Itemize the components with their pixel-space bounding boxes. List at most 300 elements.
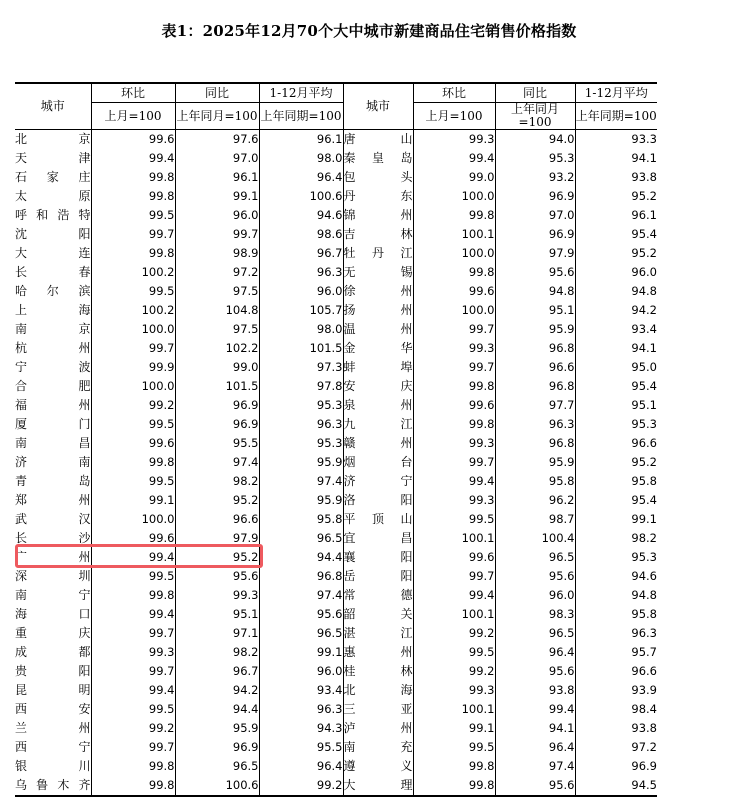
mom-value: 99.3 bbox=[91, 643, 175, 662]
yoy-value: 98.3 bbox=[495, 605, 575, 624]
mom-value: 100.0 bbox=[91, 377, 175, 396]
mom-value: 99.5 bbox=[91, 567, 175, 586]
avg-value: 95.9 bbox=[259, 453, 343, 472]
yoy-value: 100.4 bbox=[495, 529, 575, 548]
yoy-value: 96.8 bbox=[495, 377, 575, 396]
mom-value: 99.3 bbox=[413, 130, 495, 150]
yoy-value: 97.4 bbox=[175, 453, 259, 472]
city-name: 泸州 bbox=[343, 719, 413, 738]
city-name: 石家庄 bbox=[15, 170, 91, 184]
city-name: 济南 bbox=[15, 455, 91, 469]
mom-value: 99.6 bbox=[413, 282, 495, 301]
yoy-value: 95.1 bbox=[495, 301, 575, 320]
city-name: 重庆 bbox=[15, 626, 91, 640]
avg-value: 96.7 bbox=[259, 244, 343, 263]
yoy-value: 96.8 bbox=[495, 434, 575, 453]
yoy-value: 98.2 bbox=[175, 472, 259, 491]
avg-value: 99.1 bbox=[259, 643, 343, 662]
avg-value: 95.3 bbox=[259, 396, 343, 415]
table-row bbox=[15, 320, 657, 339]
city-name: 温州 bbox=[343, 320, 413, 339]
avg-value: 93.4 bbox=[575, 320, 657, 339]
mom-value: 99.1 bbox=[413, 719, 495, 738]
table-row bbox=[15, 339, 657, 358]
city-name: 海口 bbox=[15, 607, 91, 621]
yoy-value: 97.1 bbox=[175, 624, 259, 643]
yoy-value: 102.2 bbox=[175, 339, 259, 358]
mom-value: 99.8 bbox=[413, 206, 495, 225]
table-row bbox=[15, 738, 657, 757]
mom-value: 99.8 bbox=[91, 586, 175, 605]
mom-value: 99.8 bbox=[91, 244, 175, 263]
city-name: 牡丹江 bbox=[343, 244, 413, 263]
table-row bbox=[15, 225, 657, 244]
city-name: 哈尔滨 bbox=[15, 284, 91, 298]
mom-value: 100.1 bbox=[413, 225, 495, 244]
yoy-value: 97.4 bbox=[495, 757, 575, 776]
yoy-value: 96.8 bbox=[495, 339, 575, 358]
yoy-value: 96.1 bbox=[175, 168, 259, 187]
yoy-value: 96.3 bbox=[495, 415, 575, 434]
table-row bbox=[15, 263, 657, 282]
mom-value: 99.7 bbox=[91, 738, 175, 757]
table-row bbox=[15, 757, 657, 776]
mom-value: 99.1 bbox=[91, 491, 175, 510]
city-name: 遵义 bbox=[343, 757, 413, 776]
yoy-value: 96.9 bbox=[495, 225, 575, 244]
avg-value: 96.3 bbox=[575, 624, 657, 643]
yoy-value: 96.0 bbox=[495, 586, 575, 605]
city-name: 丹东 bbox=[343, 187, 413, 206]
city-name: 杭州 bbox=[15, 341, 91, 355]
city-name: 福州 bbox=[15, 398, 91, 412]
city-name: 锦州 bbox=[343, 206, 413, 225]
mom-value: 99.5 bbox=[91, 415, 175, 434]
yoy-value: 95.3 bbox=[495, 149, 575, 168]
avg-value: 95.4 bbox=[575, 377, 657, 396]
mom-value: 99.3 bbox=[413, 491, 495, 510]
avg-value: 96.5 bbox=[259, 529, 343, 548]
mom-value: 99.3 bbox=[413, 681, 495, 700]
city-name: 厦门 bbox=[15, 417, 91, 431]
avg-value: 99.2 bbox=[259, 776, 343, 796]
yoy-value: 99.7 bbox=[175, 225, 259, 244]
avg-value: 93.3 bbox=[575, 130, 657, 150]
city-name: 济宁 bbox=[343, 472, 413, 491]
yoy-value: 100.6 bbox=[175, 776, 259, 796]
avg-value: 95.3 bbox=[259, 434, 343, 453]
yoy-value: 94.4 bbox=[175, 700, 259, 719]
avg-value: 95.2 bbox=[575, 244, 657, 263]
mom-value: 99.8 bbox=[413, 757, 495, 776]
avg-value: 101.5 bbox=[259, 339, 343, 358]
table-row bbox=[15, 453, 657, 472]
city-name: 呼和浩特 bbox=[15, 208, 91, 222]
mom-value: 99.3 bbox=[413, 434, 495, 453]
table-row bbox=[15, 301, 657, 320]
table-row bbox=[15, 643, 657, 662]
city-name: 南昌 bbox=[15, 436, 91, 450]
yoy-value: 96.0 bbox=[175, 206, 259, 225]
avg-value: 97.3 bbox=[259, 358, 343, 377]
table-row bbox=[15, 567, 657, 586]
mom-value: 99.6 bbox=[91, 434, 175, 453]
yoy-value: 94.1 bbox=[495, 719, 575, 738]
avg-value: 96.1 bbox=[575, 206, 657, 225]
city-name: 成都 bbox=[15, 645, 91, 659]
avg-sub-left: 上年同期=100 bbox=[259, 103, 343, 130]
city-name: 银川 bbox=[15, 759, 91, 773]
table-row bbox=[15, 282, 657, 301]
mom-value: 100.2 bbox=[91, 263, 175, 282]
avg-value: 95.7 bbox=[575, 643, 657, 662]
table-row bbox=[15, 206, 657, 225]
mom-value: 99.4 bbox=[91, 605, 175, 624]
mom-value: 99.8 bbox=[413, 377, 495, 396]
yoy-value: 94.0 bbox=[495, 130, 575, 150]
mom-value: 99.2 bbox=[91, 719, 175, 738]
avg-value: 98.4 bbox=[575, 700, 657, 719]
mom-value: 99.4 bbox=[91, 548, 175, 567]
avg-value: 95.4 bbox=[575, 491, 657, 510]
mom-sub-left: 上月=100 bbox=[91, 103, 175, 130]
avg-value: 95.2 bbox=[575, 453, 657, 472]
yoy-header-right: 同比 bbox=[495, 83, 575, 103]
city-name: 北海 bbox=[343, 681, 413, 700]
mom-value: 99.4 bbox=[91, 681, 175, 700]
yoy-value: 95.5 bbox=[175, 434, 259, 453]
yoy-value: 95.6 bbox=[495, 662, 575, 681]
city-name: 烟台 bbox=[343, 453, 413, 472]
mom-value: 99.6 bbox=[91, 130, 175, 150]
mom-value: 100.0 bbox=[91, 510, 175, 529]
city-name: 深圳 bbox=[15, 569, 91, 583]
mom-value: 99.8 bbox=[91, 187, 175, 206]
mom-value: 99.5 bbox=[91, 282, 175, 301]
mom-value: 99.5 bbox=[413, 738, 495, 757]
table-row bbox=[15, 434, 657, 453]
avg-value: 95.9 bbox=[259, 491, 343, 510]
avg-value: 95.8 bbox=[575, 472, 657, 491]
yoy-value: 96.9 bbox=[175, 738, 259, 757]
avg-value: 96.0 bbox=[259, 662, 343, 681]
city-name: 大理 bbox=[343, 776, 413, 796]
mom-value: 100.0 bbox=[413, 187, 495, 206]
yoy-value: 96.9 bbox=[175, 415, 259, 434]
avg-value: 98.0 bbox=[259, 149, 343, 168]
mom-header-right: 环比 bbox=[413, 83, 495, 103]
avg-value: 96.3 bbox=[259, 700, 343, 719]
yoy-value: 97.2 bbox=[175, 263, 259, 282]
mom-value: 99.4 bbox=[413, 586, 495, 605]
yoy-sub-left: 上年同月=100 bbox=[175, 103, 259, 130]
city-name: 常德 bbox=[343, 586, 413, 605]
yoy-value: 99.4 bbox=[495, 700, 575, 719]
yoy-value: 95.9 bbox=[495, 320, 575, 339]
mom-value: 99.8 bbox=[413, 415, 495, 434]
yoy-value: 94.2 bbox=[175, 681, 259, 700]
table-row bbox=[15, 510, 657, 529]
yoy-value: 96.7 bbox=[175, 662, 259, 681]
mom-value: 99.6 bbox=[91, 529, 175, 548]
table-row bbox=[15, 586, 657, 605]
mom-value: 100.1 bbox=[413, 529, 495, 548]
mom-value: 99.7 bbox=[91, 339, 175, 358]
avg-value: 96.3 bbox=[259, 415, 343, 434]
table-row bbox=[15, 719, 657, 738]
yoy-value: 96.9 bbox=[175, 396, 259, 415]
city-name: 韶关 bbox=[343, 605, 413, 624]
avg-value: 94.8 bbox=[575, 586, 657, 605]
avg-value: 96.0 bbox=[575, 263, 657, 282]
mom-value: 99.5 bbox=[413, 643, 495, 662]
mom-value: 99.2 bbox=[413, 624, 495, 643]
city-name: 南充 bbox=[343, 738, 413, 757]
city-name: 蚌埠 bbox=[343, 358, 413, 377]
city-name: 洛阳 bbox=[343, 491, 413, 510]
yoy-value: 96.4 bbox=[495, 643, 575, 662]
table-row bbox=[15, 415, 657, 434]
city-name: 惠州 bbox=[343, 643, 413, 662]
mom-value: 99.2 bbox=[91, 396, 175, 415]
avg-value: 96.0 bbox=[259, 282, 343, 301]
mom-value: 99.7 bbox=[91, 225, 175, 244]
mom-value: 99.9 bbox=[91, 358, 175, 377]
yoy-value: 99.3 bbox=[175, 586, 259, 605]
avg-value: 95.2 bbox=[575, 187, 657, 206]
table-row bbox=[15, 700, 657, 719]
mom-value: 100.0 bbox=[413, 301, 495, 320]
table-row bbox=[15, 130, 657, 150]
yoy-value: 97.6 bbox=[175, 130, 259, 150]
city-name: 桂林 bbox=[343, 662, 413, 681]
city-name: 长沙 bbox=[15, 531, 91, 545]
city-name: 安庆 bbox=[343, 377, 413, 396]
table-row bbox=[15, 358, 657, 377]
avg-value: 96.6 bbox=[575, 662, 657, 681]
city-name: 兰州 bbox=[15, 721, 91, 735]
city-name: 大连 bbox=[15, 246, 91, 260]
table-row bbox=[15, 472, 657, 491]
city-name: 郑州 bbox=[15, 493, 91, 507]
avg-value: 97.4 bbox=[259, 472, 343, 491]
table-row bbox=[15, 491, 657, 510]
yoy-value: 95.2 bbox=[175, 491, 259, 510]
avg-value: 98.2 bbox=[575, 529, 657, 548]
yoy-value: 96.9 bbox=[495, 187, 575, 206]
yoy-value: 97.9 bbox=[175, 529, 259, 548]
city-name: 南京 bbox=[15, 322, 91, 336]
mom-value: 99.7 bbox=[413, 567, 495, 586]
city-name: 太原 bbox=[15, 189, 91, 203]
avg-value: 95.8 bbox=[259, 510, 343, 529]
mom-value: 99.5 bbox=[91, 472, 175, 491]
city-name: 秦皇岛 bbox=[343, 149, 413, 168]
avg-value: 98.0 bbox=[259, 320, 343, 339]
mom-value: 99.5 bbox=[91, 700, 175, 719]
avg-value: 94.5 bbox=[575, 776, 657, 796]
mom-value: 100.1 bbox=[413, 605, 495, 624]
mom-value: 99.8 bbox=[91, 757, 175, 776]
yoy-value: 95.2 bbox=[175, 548, 259, 567]
city-name: 沈阳 bbox=[15, 227, 91, 241]
yoy-value: 95.6 bbox=[495, 776, 575, 796]
avg-value: 99.1 bbox=[575, 510, 657, 529]
city-name: 贵阳 bbox=[15, 664, 91, 678]
table-row bbox=[15, 624, 657, 643]
table-row bbox=[15, 396, 657, 415]
city-name: 九江 bbox=[343, 415, 413, 434]
mom-value: 99.5 bbox=[91, 206, 175, 225]
yoy-value: 97.5 bbox=[175, 282, 259, 301]
city-name: 长春 bbox=[15, 265, 91, 279]
avg-value: 95.1 bbox=[575, 396, 657, 415]
city-header-right: 城市 bbox=[343, 83, 413, 130]
yoy-value: 99.0 bbox=[175, 358, 259, 377]
avg-value: 96.4 bbox=[259, 757, 343, 776]
yoy-value: 97.0 bbox=[175, 149, 259, 168]
table-row bbox=[15, 149, 657, 168]
city-name: 宁波 bbox=[15, 360, 91, 374]
mom-value: 99.8 bbox=[413, 263, 495, 282]
city-header-left: 城市 bbox=[15, 83, 91, 130]
city-name: 吉林 bbox=[343, 225, 413, 244]
avg-value: 96.6 bbox=[575, 434, 657, 453]
mom-value: 99.7 bbox=[413, 453, 495, 472]
city-name: 襄阳 bbox=[343, 548, 413, 567]
mom-value: 100.0 bbox=[413, 244, 495, 263]
yoy-value: 95.9 bbox=[495, 453, 575, 472]
avg-value: 96.5 bbox=[259, 624, 343, 643]
city-name: 三亚 bbox=[343, 700, 413, 719]
yoy-value: 95.6 bbox=[175, 567, 259, 586]
avg-value: 94.6 bbox=[575, 567, 657, 586]
avg-value: 96.3 bbox=[259, 263, 343, 282]
avg-value: 97.8 bbox=[259, 377, 343, 396]
avg-value: 95.3 bbox=[575, 548, 657, 567]
table-row bbox=[15, 244, 657, 263]
avg-value: 94.1 bbox=[575, 149, 657, 168]
avg-value: 105.7 bbox=[259, 301, 343, 320]
yoy-value: 96.6 bbox=[175, 510, 259, 529]
yoy-value: 96.6 bbox=[495, 358, 575, 377]
avg-value: 95.8 bbox=[575, 605, 657, 624]
avg-value: 94.6 bbox=[259, 206, 343, 225]
yoy-value: 96.5 bbox=[495, 548, 575, 567]
yoy-value: 98.2 bbox=[175, 643, 259, 662]
avg-value: 95.3 bbox=[575, 415, 657, 434]
yoy-header-left: 同比 bbox=[175, 83, 259, 103]
city-name: 泉州 bbox=[343, 396, 413, 415]
highlight-box bbox=[15, 544, 263, 568]
city-name: 扬州 bbox=[343, 301, 413, 320]
yoy-value: 98.9 bbox=[175, 244, 259, 263]
mom-value: 99.7 bbox=[91, 662, 175, 681]
avg-value: 95.0 bbox=[575, 358, 657, 377]
yoy-value: 97.7 bbox=[495, 396, 575, 415]
yoy-value: 97.9 bbox=[495, 244, 575, 263]
yoy-value: 97.0 bbox=[495, 206, 575, 225]
city-name: 武汉 bbox=[15, 512, 91, 526]
avg-value: 95.6 bbox=[259, 605, 343, 624]
yoy-value: 98.7 bbox=[495, 510, 575, 529]
yoy-value: 101.5 bbox=[175, 377, 259, 396]
mom-value: 99.3 bbox=[413, 339, 495, 358]
yoy-value: 95.6 bbox=[495, 263, 575, 282]
yoy-value: 104.8 bbox=[175, 301, 259, 320]
mom-value: 99.6 bbox=[413, 396, 495, 415]
city-name: 昆明 bbox=[15, 683, 91, 697]
mom-value: 99.0 bbox=[413, 168, 495, 187]
avg-value: 93.9 bbox=[575, 681, 657, 700]
mom-sub-right: 上月=100 bbox=[413, 103, 495, 130]
table-row bbox=[15, 605, 657, 624]
avg-value: 94.1 bbox=[575, 339, 657, 358]
mom-value: 99.4 bbox=[413, 149, 495, 168]
city-name: 湛江 bbox=[343, 624, 413, 643]
city-name: 广州 bbox=[15, 550, 91, 564]
table-row bbox=[15, 681, 657, 700]
avg-value: 93.8 bbox=[575, 719, 657, 738]
city-name: 乌鲁木齐 bbox=[15, 778, 91, 792]
avg-value: 97.4 bbox=[259, 586, 343, 605]
avg-value: 96.1 bbox=[259, 130, 343, 150]
table-row bbox=[15, 662, 657, 681]
yoy-sub-right: 上年同月=100 bbox=[495, 103, 575, 130]
city-name: 包头 bbox=[343, 168, 413, 187]
yoy-value: 95.9 bbox=[175, 719, 259, 738]
yoy-value: 93.2 bbox=[495, 168, 575, 187]
mom-value: 99.8 bbox=[413, 776, 495, 796]
yoy-value: 93.8 bbox=[495, 681, 575, 700]
city-name: 南宁 bbox=[15, 588, 91, 602]
city-name: 赣州 bbox=[343, 434, 413, 453]
price-index-table bbox=[15, 82, 657, 797]
mom-value: 99.6 bbox=[413, 548, 495, 567]
city-name: 徐州 bbox=[343, 282, 413, 301]
mom-value: 99.7 bbox=[413, 320, 495, 339]
avg-sub-right: 上年同期=100 bbox=[575, 103, 657, 130]
avg-value: 100.6 bbox=[259, 187, 343, 206]
city-name: 上海 bbox=[15, 303, 91, 317]
mom-value: 100.2 bbox=[91, 301, 175, 320]
avg-header-left: 1-12月平均 bbox=[259, 83, 343, 103]
mom-header-left: 环比 bbox=[91, 83, 175, 103]
city-name: 岳阳 bbox=[343, 567, 413, 586]
yoy-value: 96.2 bbox=[495, 491, 575, 510]
city-name: 北京 bbox=[15, 132, 91, 146]
avg-value: 94.4 bbox=[259, 548, 343, 567]
city-name: 青岛 bbox=[15, 474, 91, 488]
yoy-value: 94.8 bbox=[495, 282, 575, 301]
avg-value: 98.6 bbox=[259, 225, 343, 244]
avg-value: 95.4 bbox=[575, 225, 657, 244]
mom-value: 99.8 bbox=[91, 168, 175, 187]
city-name: 合肥 bbox=[15, 379, 91, 393]
mom-value: 99.4 bbox=[413, 472, 495, 491]
avg-value: 94.2 bbox=[575, 301, 657, 320]
yoy-value: 96.5 bbox=[175, 757, 259, 776]
yoy-value: 99.1 bbox=[175, 187, 259, 206]
avg-value: 96.4 bbox=[259, 168, 343, 187]
mom-value: 99.7 bbox=[413, 358, 495, 377]
yoy-value: 96.4 bbox=[495, 738, 575, 757]
city-name: 宜昌 bbox=[343, 529, 413, 548]
yoy-value: 95.6 bbox=[495, 567, 575, 586]
table-row bbox=[15, 377, 657, 396]
avg-value: 93.8 bbox=[575, 168, 657, 187]
avg-value: 97.2 bbox=[575, 738, 657, 757]
